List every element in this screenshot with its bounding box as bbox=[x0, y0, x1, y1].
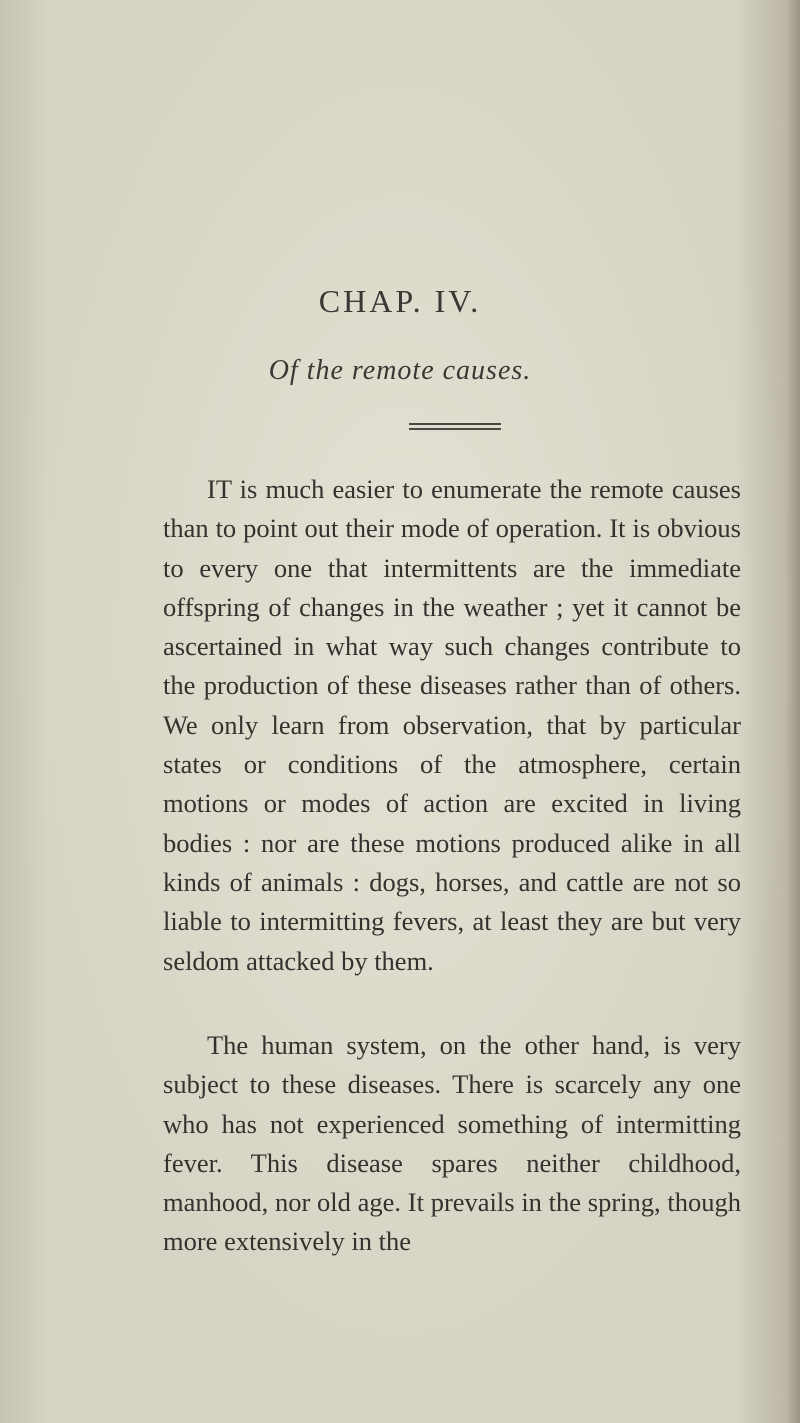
page-edge-shadow bbox=[786, 0, 800, 1423]
paragraph-1: IT is much easier to enumerate the remote causes than to point out their mode of operation. It is obvious to every one that intermittents are the immediate offspring of changes in the weather ; yet it cannot be ascertained in what way such changes contribute to the production of these diseases rather than of others. We only learn from observation, that by particular states or conditions of the atmosphere, certain motions or modes of action are excited in living bodies : nor are these motions produced alike in all kinds of animals : dogs, horses, and cattle are not so liable to intermitting fevers, at least they are but very seldom attacked by them. bbox=[163, 474, 741, 976]
decorative-double-rule bbox=[409, 423, 501, 431]
paragraph-2: The human system, on the other hand, is very subject to these diseases. There is scarcely any one who has not experienced something of intermitting fever. This disease spares neither childhood, manhood, nor old age. It prevails in the spring, though more extensively in the bbox=[163, 1030, 741, 1257]
chapter-subtitle: Of the remote causes. bbox=[268, 355, 532, 386]
chapter-title: CHAP. IV. bbox=[318, 283, 482, 319]
